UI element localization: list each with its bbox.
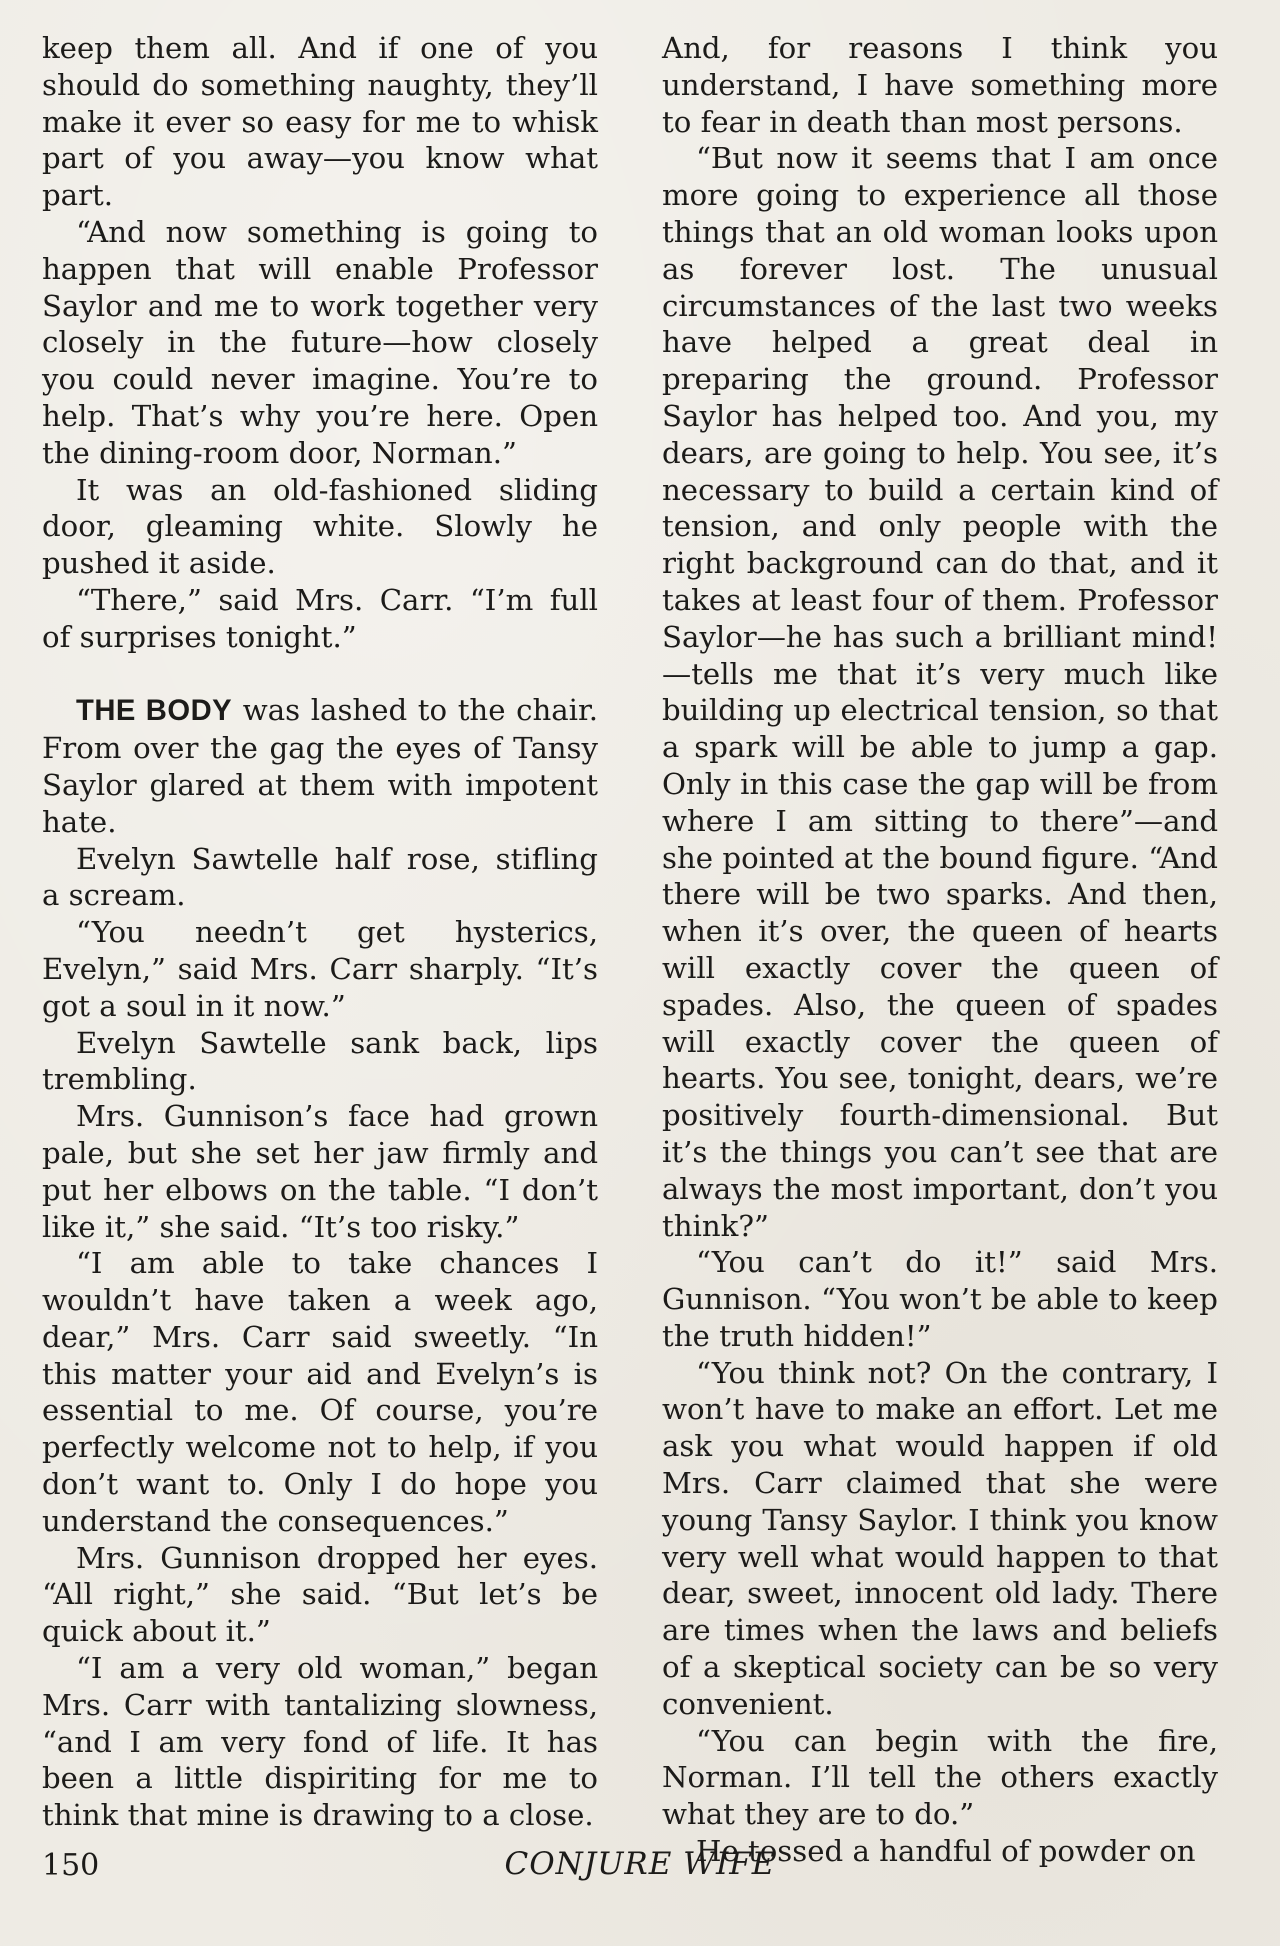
paragraph: It was an old-fashioned sliding door, gleaming white. Slowly he pushed it aside. <box>42 472 598 581</box>
section-opening-paragraph <box>42 692 598 840</box>
paragraph: “I am able to take chances I wouldn’t have taken a week ago, dear,” Mrs. Carr said sweetly. “In this matter your aid and Evelyn’s is essential to me. Of course, you’re perfectly welcome not to help, if you don’t want to. Only I do hope you understand the consequences.” <box>42 1246 598 1538</box>
paragraph: Evelyn Sawtelle sank back, lips trembling. <box>42 1025 598 1097</box>
paragraph: “There,” said Mrs. Carr. “I’m full of surprises tonight.” <box>42 582 598 654</box>
section-lead-in: THE BODY <box>76 695 233 728</box>
page-number: 150 <box>42 1848 100 1883</box>
paragraph: “You can begin with the fire, Norman. I’ll tell the others exactly what they are to do.” <box>662 1723 1218 1832</box>
paragraph: Evelyn Sawtelle half rose, stifling a scream. <box>42 841 598 913</box>
paragraph: He tossed a handful of powder on <box>696 1834 1196 1869</box>
paragraph: “I am a very old woman,” began Mrs. Carr with tantalizing slowness, “and I am very fond of life. It has been a little dispiriting for me to think that mine is drawing to a close. <box>42 1651 598 1833</box>
paragraph: “You needn’t get hysterics, Evelyn,” said Mrs. Carr sharply. “It’s got a soul in it now.” <box>42 915 598 1023</box>
paragraph: And, for reasons I think you understand, I have something more to fear in death than most persons. <box>662 31 1218 139</box>
paragraph: Mrs. Gunnison’s face had grown pale, but she set her jaw firmly and put her elbows on the table. “I don’t like it,” she said. “It’s too risky.” <box>42 1099 598 1244</box>
paragraph-text: was lashed to the chair. From over the gag the eyes of Tansy Saylor glared at them with impotent hate. <box>42 693 598 839</box>
paragraph: “You think not? On the contrary, I won’t have to make an effort. Let me ask you what would happen if old Mrs. Carr claimed that she were young Tansy Saylor. I think you know very well what would happen to that dear, sweet, innocent old lady. There are times when the laws and beliefs of a skeptical society can be so very convenient. <box>662 1355 1218 1721</box>
paragraph: keep them all. And if one of you should do something naughty, they’ll make it ever so easy for me to whisk part of you away—you know what part. <box>42 31 598 213</box>
paragraph: “But now it seems that I am once more going to experience all those things that an old woman looks upon as forever lost. The unusual circumstances of the last two weeks have helped a great deal in preparing the ground. Professor Saylor has helped too. And you, my dears, are going to help. You see, it’s necessary to build a certain kind of tension, and only people with the right background can do that, and it takes at least four of them. Professor Saylor—he has such a brilliant mind!—tells me that it’s very much like building up electrical tension, so that a spark will be able to jump a gap. Only in this case the gap will be from where I am sitting to there”—and she pointed at the bound figure. “And there will be two sparks. And then, when it’s over, the queen of hearts will exactly cover the queen of spades. Also, the queen of spades will exactly cover the queen of hearts. You see, tonight, dears, we’re positively fourth-dimensional. But it’s the things you can’t see that are always the most important, don’t you think?” <box>662 141 1218 1243</box>
left-column <box>42 30 598 1834</box>
right-column <box>662 30 1218 1870</box>
paragraph: “You can’t do it!” said Mrs. Gunnison. “You won’t be able to keep the truth hidden!” <box>662 1245 1218 1353</box>
paragraph: “And now something is going to happen that will enable Professor Saylor and me to work together very closely in the future—how closely you could never imagine. You’re to help. That’s why you’re here. Open the dining-room door, Norman.” <box>42 214 598 470</box>
running-title: CONJURE WIFE <box>504 1846 776 1882</box>
paragraph: Mrs. Gunnison dropped her eyes. “All right,” she said. “But let’s be quick about it.” <box>42 1540 598 1649</box>
